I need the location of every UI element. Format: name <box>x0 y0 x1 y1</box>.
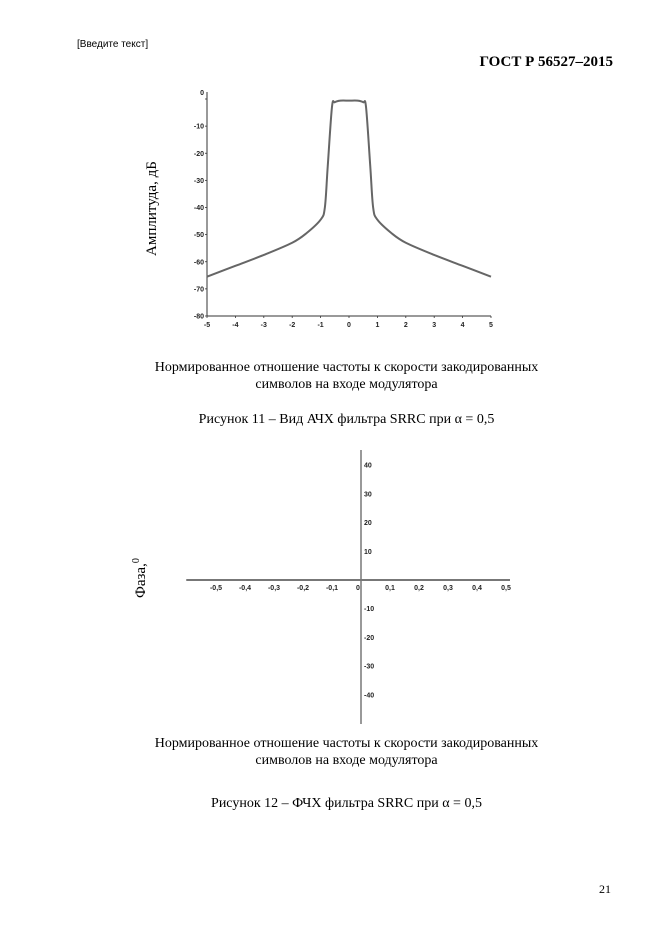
y-tick-label: -30 <box>193 177 204 185</box>
x-tick-label: -0,5 <box>209 585 223 592</box>
x-tick-label: 0 <box>347 322 351 329</box>
x-tick-label: 0 <box>356 585 360 592</box>
y-tick-label: -40 <box>193 205 204 212</box>
y-tick-label: -60 <box>193 259 204 267</box>
fig11-y-axis-label: Амплитуда, дБ <box>144 161 160 256</box>
fig12-caption-line2: символов на входе модулятора <box>255 753 438 768</box>
amplitude-series-line <box>207 101 491 277</box>
x-tick-label: 0,3 <box>443 585 453 592</box>
y-tick-label: -30 <box>364 663 375 671</box>
x-tick-label: -0,2 <box>296 585 310 592</box>
x-tick-label: -4 <box>232 322 239 329</box>
fig11-title: Рисунок 11 – Вид АЧХ фильтра SRRC при α = 0,5 <box>198 412 495 427</box>
fig11-caption-line2: символов на входе модулятора <box>255 377 438 392</box>
x-tick-label: 0,5 <box>501 585 511 592</box>
x-tick-label: 3 <box>432 322 437 329</box>
fig12-title: Рисунок 12 – ФЧХ фильтра SRRC при α = 0,5 <box>211 796 482 811</box>
fig12-caption-line1: Нормированное отношение частоты к скорости закодированных <box>154 736 539 751</box>
phase-response-chart <box>0 440 661 730</box>
y-tick-label: -10 <box>193 123 204 131</box>
fig11-caption-line1: Нормированное отношение частоты к скорости закодированных <box>154 360 539 375</box>
x-tick-label: -0,4 <box>238 585 252 592</box>
x-tick-label: -0,3 <box>267 585 281 592</box>
y-tick-label: -20 <box>193 150 204 158</box>
y-tick-label: -40 <box>364 692 375 700</box>
y-tick-label: 30 <box>364 491 372 499</box>
x-tick-label: 1 <box>375 322 380 329</box>
y-tick-label: -80 <box>193 313 204 321</box>
x-tick-label: -3 <box>260 322 267 329</box>
x-tick-label: 2 <box>403 322 408 329</box>
y-tick-label: 0 <box>200 90 204 97</box>
x-tick-label: -5 <box>203 322 211 329</box>
x-tick-label: 0,2 <box>414 585 424 592</box>
y-tick-label: 40 <box>364 462 372 470</box>
fig12-y-axis-label-unit: 0 <box>131 558 142 564</box>
x-tick-label: -2 <box>289 322 296 329</box>
y-tick-label: -10 <box>364 606 375 614</box>
x-tick-label: 0,1 <box>385 585 395 592</box>
y-tick-label: 10 <box>364 548 372 556</box>
y-tick-label: -50 <box>193 232 204 240</box>
fig12-y-axis-label-text: Фаза, <box>133 563 149 598</box>
x-tick-label: -0,1 <box>325 585 339 592</box>
x-tick-label: 5 <box>489 322 493 329</box>
page-number: 21 <box>599 882 611 896</box>
y-tick-label: -20 <box>364 634 375 642</box>
x-tick-label: 4 <box>460 322 465 329</box>
header-placeholder: [Введите текст] <box>77 39 149 50</box>
amplitude-response-chart <box>0 0 661 345</box>
document-code: ГОСТ Р 56527–2015 <box>479 54 613 70</box>
y-tick-label: 20 <box>364 520 372 528</box>
x-tick-label: 0,4 <box>472 585 482 592</box>
x-tick-label: -1 <box>317 322 324 329</box>
y-tick-label: -70 <box>193 286 204 294</box>
